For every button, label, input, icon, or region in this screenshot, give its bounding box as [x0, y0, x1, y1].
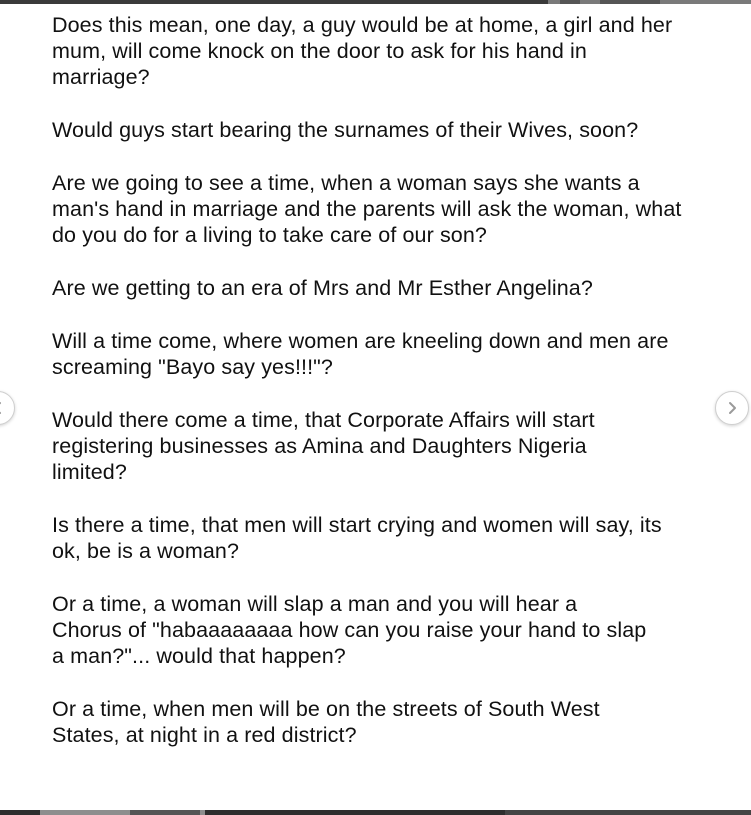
post-paragraph: Would there come a time, that Corporate Affairs will start registering businesses as Amina and Daughters Nigeria limited?: [52, 408, 595, 484]
top-edge-strip: [0, 0, 751, 4]
post-text-body: [52, 12, 712, 775]
bottom-edge-segment: [505, 810, 751, 815]
bottom-edge-segment: [130, 810, 200, 815]
bottom-edge-segment: [0, 810, 40, 815]
post-paragraph: Or a time, a woman will slap a man and you will hear a Chorus of "habaaaaaaaa how can you raise your hand to slap a man?"... would that happen?: [52, 592, 647, 668]
top-edge-segment: [600, 0, 660, 4]
post-paragraph: Are we going to see a time, when a woman says she wants a man's hand in marriage and the parents will ask the woman, what do you do for a living to take care of our son?: [52, 171, 682, 247]
chevron-left-icon: [0, 401, 5, 415]
post-paragraph: Are we getting to an era of Mrs and Mr Esther Angelina?: [52, 276, 593, 300]
bottom-edge-strip: [0, 810, 751, 815]
post-paragraph: Is there a time, that men will start crying and women will say, its ok, be is a woman?: [52, 513, 662, 563]
bottom-edge-segment: [205, 810, 505, 815]
top-edge-segment: [560, 0, 580, 4]
chevron-right-icon: [725, 401, 739, 415]
post-paragraph: Does this mean, one day, a guy would be at home, a girl and her mum, will come knock on the door to ask for his hand in marriage?: [52, 13, 673, 89]
carousel-next-button[interactable]: [715, 391, 749, 425]
post-paragraph: Will a time come, where women are kneeling down and men are screaming "Bayo say yes!!!"?: [52, 329, 669, 379]
post-paragraph: Or a time, when men will be on the streets of South West States, at night in a red district?: [52, 697, 600, 747]
post-paragraph: Would guys start bearing the surnames of their Wives, soon?: [52, 118, 639, 142]
top-edge-dark-segment: [0, 0, 548, 4]
carousel-prev-button[interactable]: [0, 391, 15, 425]
